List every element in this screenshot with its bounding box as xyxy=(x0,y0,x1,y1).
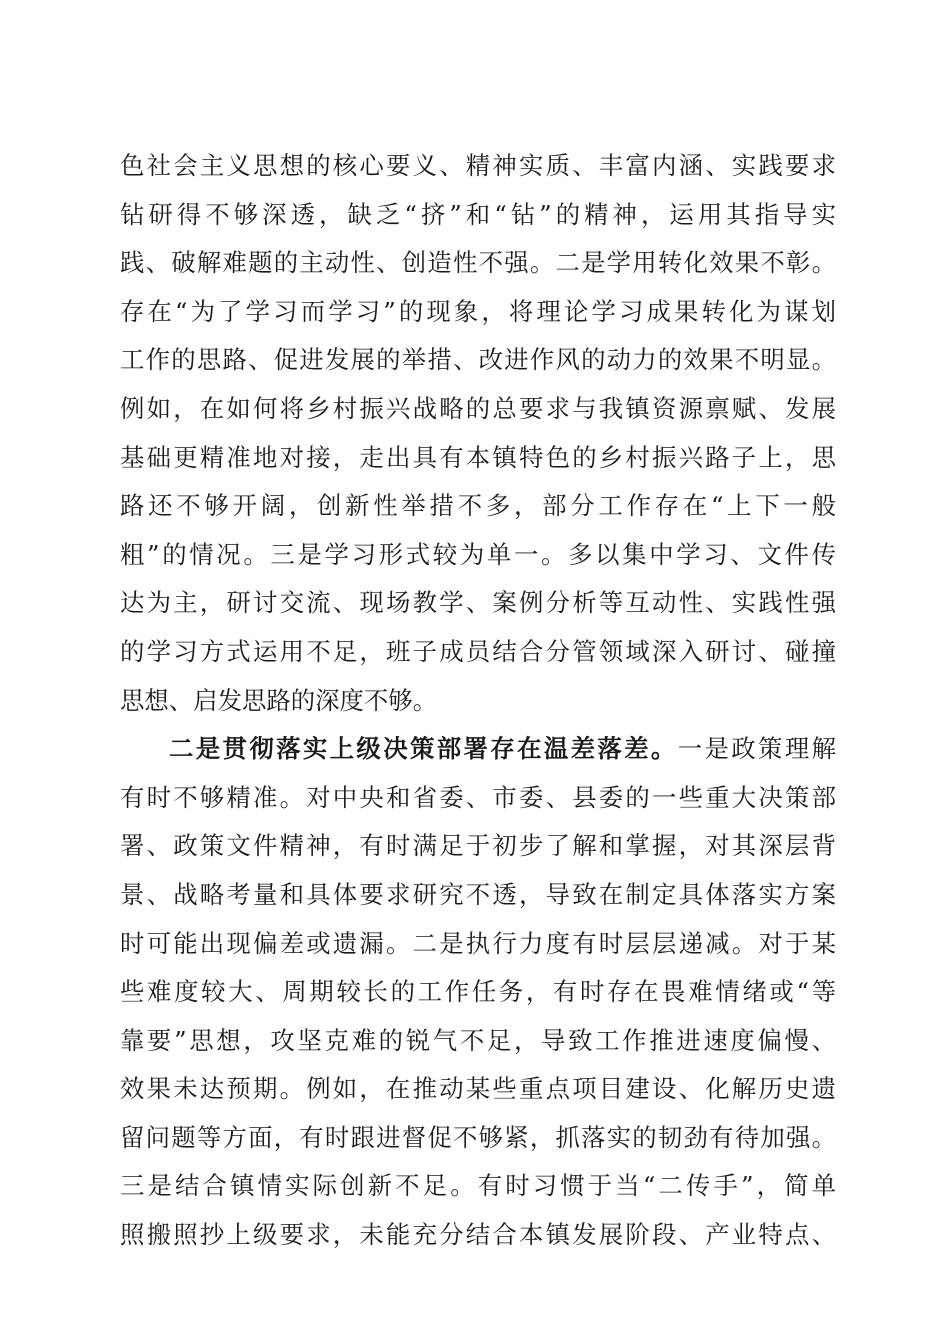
paragraph-line: 存在“为了学习而学习”的现象，将理论学习成果转化为谋划 xyxy=(120,296,836,326)
paragraph-2-first-line xyxy=(120,725,836,774)
paragraph-line: 的学习方式运用不足，班子成员结合分管领域深入研讨、碰撞 xyxy=(120,636,836,666)
paragraph-line: 留问题等方面，有时跟进督促不够紧，抓落实的韧劲有待加强。 xyxy=(120,1122,836,1152)
paragraph-line: 思想、启发思路的深度不够。 xyxy=(120,685,438,715)
paragraph-line: 三是结合镇情实际创新不足。有时习惯于当“二传手”，简单 xyxy=(120,1171,836,1201)
paragraph-line: 例如，在如何将乡村振兴战略的总要求与我镇资源禀赋、发展 xyxy=(120,393,836,423)
paragraph-line: 有时不够精准。对中央和省委、市委、县委的一些重大决策部 xyxy=(120,782,836,812)
paragraph-line: 署、政策文件精神，有时满足于初步了解和掌握，对其深层背 xyxy=(120,831,836,861)
paragraph-line: 路还不够开阔，创新性举措不多，部分工作存在“上下一般 xyxy=(120,491,836,521)
paragraph-line: 时可能出现偏差或遗漏。二是执行力度有时层层递减。对于某 xyxy=(120,928,836,958)
paragraph-line: 效果未达预期。例如，在推动某些重点项目建设、化解历史遗 xyxy=(120,1074,836,1104)
paragraph-line: 色社会主义思想的核心要义、精神实质、丰富内涵、实践要求 xyxy=(120,151,836,180)
paragraph-line: 达为主，研讨交流、现场教学、案例分析等互动性、实践性强 xyxy=(120,588,836,618)
paragraph-2-heading: 二是贯彻落实上级决策部署存在温差落差。 xyxy=(169,734,678,764)
document-body xyxy=(120,142,836,1260)
paragraph-line: 靠要”思想，攻坚克难的锐气不足，导致工作推进速度偏慢、 xyxy=(120,1025,836,1055)
paragraph-line: 粗”的情况。三是学习形式较为单一。多以集中学习、文件传 xyxy=(120,539,836,569)
paragraph-line: 基础更精准地对接，走出具有本镇特色的乡村振兴路子上，思 xyxy=(120,442,836,472)
paragraph-line: 工作的思路、促进发展的举措、改进作风的动力的效果不明显。 xyxy=(120,345,836,375)
paragraph-2-first-text: 一是政策理解 xyxy=(677,734,836,764)
paragraph-line: 景、战略考量和具体要求研究不透，导致在制定具体落实方案 xyxy=(120,879,836,909)
paragraph-line: 践、破解难题的主动性、创造性不强。二是学用转化效果不彰。 xyxy=(120,248,836,278)
paragraph-line: 照搬照抄上级要求，未能充分结合本镇发展阶段、产业特点、 xyxy=(120,1220,836,1250)
paragraph-line: 些难度较大、周期较长的工作任务，有时存在畏难情绪或“等 xyxy=(120,977,836,1007)
paragraph-line: 钻研得不够深透，缺乏“挤”和“钻”的精神，运用其指导实 xyxy=(120,199,836,229)
